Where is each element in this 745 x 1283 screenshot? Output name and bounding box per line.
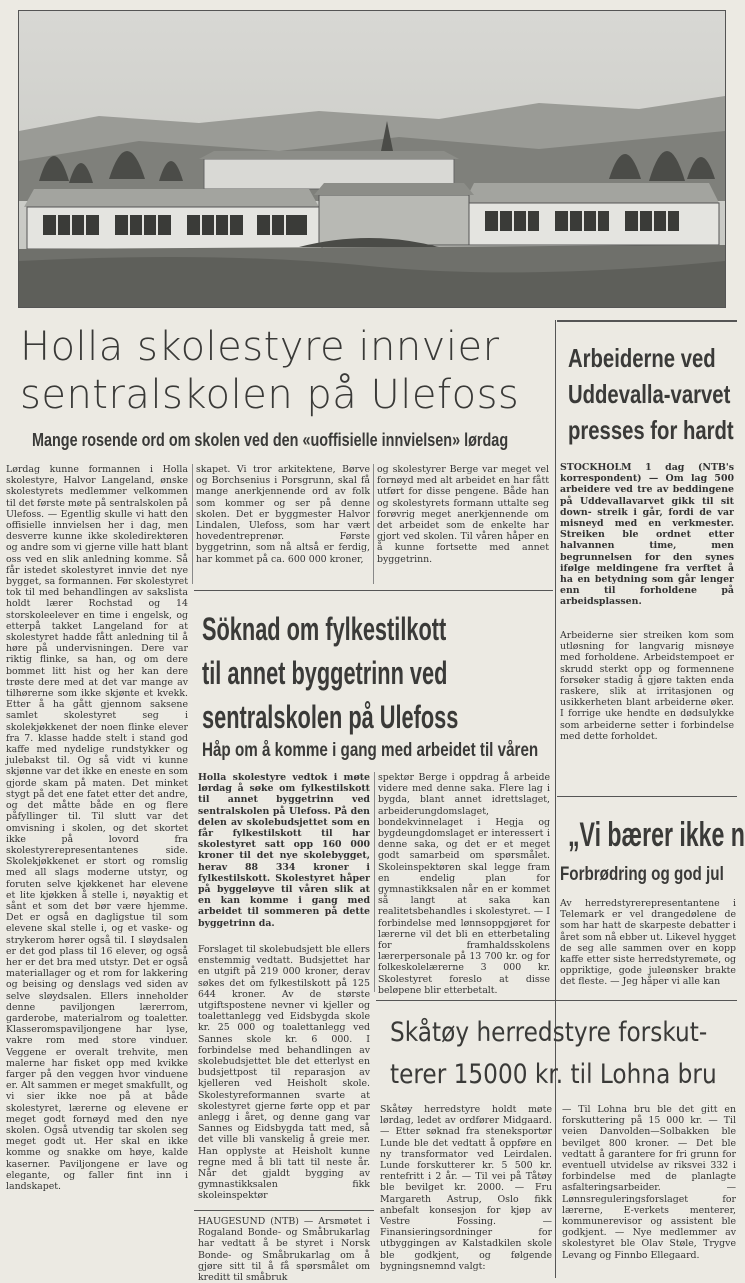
arbeiderne-text: Arbeiderne sier streiken kom som utløsning for langvarig misnøye med forholdene. Arbeidstempoet er skrudd sterkt opp og formennene forsøker stadig å gjøre takten enda raskere, slik at irritasjonen og usikkerheten blant arbeiderne øker. I forrige uke hendte en dødsulykke som arbeiderne setter i forbindelse med dette forholdet. [560,630,734,742]
skatoy-col2-text: — Til Lohna bru ble det gitt en forskuttering på 15 000 kr. — Til veien Danvolden—Solbakken ble bevilget 800 kroner. — Det ble vedtatt å garantere for fri grunn for eventuell utvidelse av riksvei 332 i forbindelse med de planlagte asfalteringsarbeider. — Lønnsreguleringsforslaget for lærerne, E-verkets menterer, kommunerevisor og assistent ble godkjent. — Nye medlemmer av skolestyret ble Olav Støle, Trygve Levang og Finnbo Ellegaard. [562,1104,736,1261]
baerer-text: Av herredstyrerepresentantene i Telemark er vel drangedølene de som har hatt de skarpeste debatter i året som nå ebber ut. Likevel hygget de seg alle sammen over en kopp kaffe etter siste herredstyremøte, og oppriktige, gode juleønsker brakte det fleste. — Jeg håper vi alle kan [560,898,736,988]
article-col2-top: skapet. Vi tror arkitektene, Børve og Borchsenius i Porsgrunn, skal få mange anerkjennende ord av folk som kommer og ser på denne skolen. Det er byggmester Halvor Lindalen, Ulefoss, som har vært hovedentreprenør. Første byggetrinn, som nå altså er ferdig, har kommet på ca. 600 000 kroner, [196,464,370,565]
skatoy-headline-line1: Skåtøy herredstyre forskut- [390,1017,708,1048]
main-headline-line1: Holla skolestyre innvier [20,324,500,370]
skatoy-col1-text: Skåtøy herredstyre holdt møte lørdag, ledet av ordfører Midgaard. — Etter søknad fra steneksportør Lunde ble det vedtatt å oppføre en ny transformator ved Leirdalen. Lunde forskutterer kr. 5 500 kr. rentefritt i 2 år. — Til vei på Tåtøy ble bevilget kr. 2000. — Fru Margareth Astrup, Oslo fikk anbefalt konsesjon for kjøp av Vestre Fossing. — Finansieringsordninger for utbyggingen av Kalstadkilen skole ble godkjent, og følgende bygningsnemnd valgt: [380,1104,552,1272]
skatoy-headline-line2: terer 15000 kr. til Lohna bru [390,1059,717,1090]
soknad-headline-line3: sentralskolen på Ulefoss [202,699,459,735]
baerer-headline: „Vi bærer ikke n [568,816,745,854]
column-rule [374,772,375,992]
haugesund-article: HAUGESUND (NTB) — Arsmøtet i Rogaland Bonde- og Småbrukarlag har vedtatt å be styret i Norsk Bonde- og Småbrukarlag om å gjøre sitt til å få spørsmålet om kreditt til småbruk [198,1216,370,1283]
column-rule-right [555,320,556,1278]
school-building-illustration [19,11,725,307]
article-col1: Lørdag kunne formannen i Holla skolestyre, Halvor Langeland, ønske skolestyrets medlemmer velkommen til det første møte på sentralskolen på Ulefoss. — Egentlig skulle vi hatt den offisielle innvielsen her i dag, men desverre kunne ikke skoledirektøren og andre som vi gjerne ville hatt blant oss ved en slik anledning komme. Så får istedet skolestyret innvie det nye bygget, sa formannen. Før skolestyret tok til med behandlingen av sakslista holdt lærer Rochstad og 14 storskoleelever en time i engelsk, og etterpå takket Langeland for at skolestyret hadde fått anledning til å høre på undervisningen. Dere var riktig flinke, sa han, og om dere bommet litt hist og her kan dere trøste dere med at det var mange av tilhørerne som ikke skjønte et kvekk. Etter å ha gått gjennom saksene samlet skolestyret seg i skolekjøkkenet der noen flinke elever fra 7. klasse hadde stelt i stand god kaffe med nydelige rundstykker og julebakst til. Og så vidt vi kunne skjønne var det ikke en eneste en som gjorde skam på maten. Det minket stygt på det ene fatet etter det andre, og det måtte både en og flere påfyllinger til. Til slutt var det omvisning i skolen, og det skortet ikke på lovord fra skolestyrerepresentantenes side. Skolekjøkkenet er stort og romslig med all slags moderne utstyr, og foruten selve kjøkkenet har elevene et lite kjøkken å stelle i, nøyaktig et sånt et som det bør være hjemme. Det er også en dagligstue til som elevene skal stelle i, og et vaske- og strykerom hører også til. I sløydsalen er det god plass til 16 elever, og også her er det bra med utstyr. Det er også materiallager og et rom for lakkering og beising og denslags ved siden av selve sløydsalen. Ellers inneholder denne paviljongen lærerrom, garderobe, materialrom og toaletter. Klasseromspaviljongene har lyse, vakre rom med store vinduer. Veggene er overalt trehvite, men malerne har fisket opp med kvikke farger på den veggen hvor vinduene er. Alt sammen er meget smakfullt, og vi sier ikke noe på at både skolestyret, lærerne og elevene er meget godt fornøyd med den nye skolen. Også utvendig tar skolen seg meget godt ut. Her skal en ikke komme og snakke om høye, kalde kaserner. Paviljongene er lave og elegante, og faller fint inn i landskapet. [6,464,188,1192]
soknad-col2-text: spektør Berge i oppdrag å arbeide videre med denne saka. Flere lag i bygda, blant annet idrettslaget, arbeiderungdomslaget, bondekvinnelaget i Hegja og bygdeungdomslaget er interessert i denne saka, og det er et meget godt samarbeid om spørsmålet. Skoleinspektøren skal legge fram en endelig plan for gymnastikksalen når en er kommet så langt at saka kan realitetsbehandles i skolestyret. — I forbindelse med lønnsoppgjøret for lærerne vil det bli en etterbetaling for framhaldsskolens lærerpersonale på 13 700 kr. og for folkeskolelærerne 3 000 kr. Skolestyret foreslo at disse beløpene blir etterbetalt. [378,772,550,996]
arbeiderne-headline-line3: presses for hardt [568,415,734,445]
school-photo [18,10,726,308]
column-rule [373,464,374,584]
soknad-col1-text: Forslaget til skolebudsjett ble ellers enstemmig vedtatt. Budsjettet har en utgift på 219 000 kroner, derav søkes det om fylkestilskott på 125 644 kroner. Av de største utgiftspostene nevner vi kjeller og toalettanlegg ved Eidsbygda skole kr. 25 000 og toalettanlegg ved Sannes skole kr. 6 000. I forbindelse med behandlingen av skolebudsjettet ble det etterlyst en budsjettpost til reparasjon av kjelleren ved Heisholt skole. Skolestyreformannen svarte at skolestyret gjerne førte opp et par anlegg i året, og denne gang var Sannes og Eidsbygda tatt med, så det ville bli vanskelig å greie mer. Han opplyste at Heisholt kunne regne med å bli tatt til neste år. Når det gjaldt bygging av gymnastikksalen fikk skoleinspektør [198,944,370,1202]
soknad-subhead: Håp om å komme i gang med arbeidet til våren [202,740,539,761]
arbeiderne-lead-paragraph: STOCKHOLM 1 dag (NTB's korrespondent) — Om lag 500 arbeidere ved tre av beddingene på Uddevallavarvet gikk til sit down- streik i går, fordi de var misneyd med en verkmester. Streiken ble ordnet etter halvannen time, men begrunnelsen for den synes ifølge meldingene fra verftet å ha en betydning som går lenger enn til forholdene på arbeidsplassen. [560,462,734,608]
soknad-headline-line1: Söknad om fylkestilkott [202,611,447,647]
section-divider [194,590,553,591]
section-divider [557,796,737,797]
section-divider [194,1210,374,1211]
column-rule [192,464,193,584]
soknad-headline-line2: til annet byggetrinn ved [202,655,448,691]
arbeiderne-headline-line1: Arbeiderne ved [568,343,716,373]
main-headline-line2: sentralskolen på Ulefoss [20,372,520,418]
soknad-lead-paragraph: Holla skolestyre vedtok i møte lørdag å søke om fylkestilskott til annet byggetrinn ved sentralskolen på Ulefoss. På den delen av skolebudsjettet som en får fylkestilskott til har skolestyret satt opp 160 000 kroner til det nye skolebygget, herav 88 334 kroner i fylkestilskott. Skolestyret håper på byggeløyve til våren slik at en kan komme i gang med arbeidet til sommeren på dette byggetrinn da. [198,772,370,929]
section-divider [376,1000,737,1001]
article-col3-top: og skolestyrer Berge var meget vel fornøyd med alt arbeidet en har fått utført for disse pengene. Både han og skolestyrets formann uttalte seg forøvrig meget anerkjennende om det arbeidet som de enkelte har gjort ved skolen. Til våren håper en å kunne fortsette med annet byggetrinn. [377,464,549,565]
section-divider [557,320,737,322]
arbeiderne-headline-line2: Uddevalla-varvet [568,379,731,409]
baerer-subhead: Forbrødring og god jul [560,864,724,885]
main-subhead: Mange rosende ord om skolen ved den «uoffisielle innvielsen» lørdag [32,430,509,450]
